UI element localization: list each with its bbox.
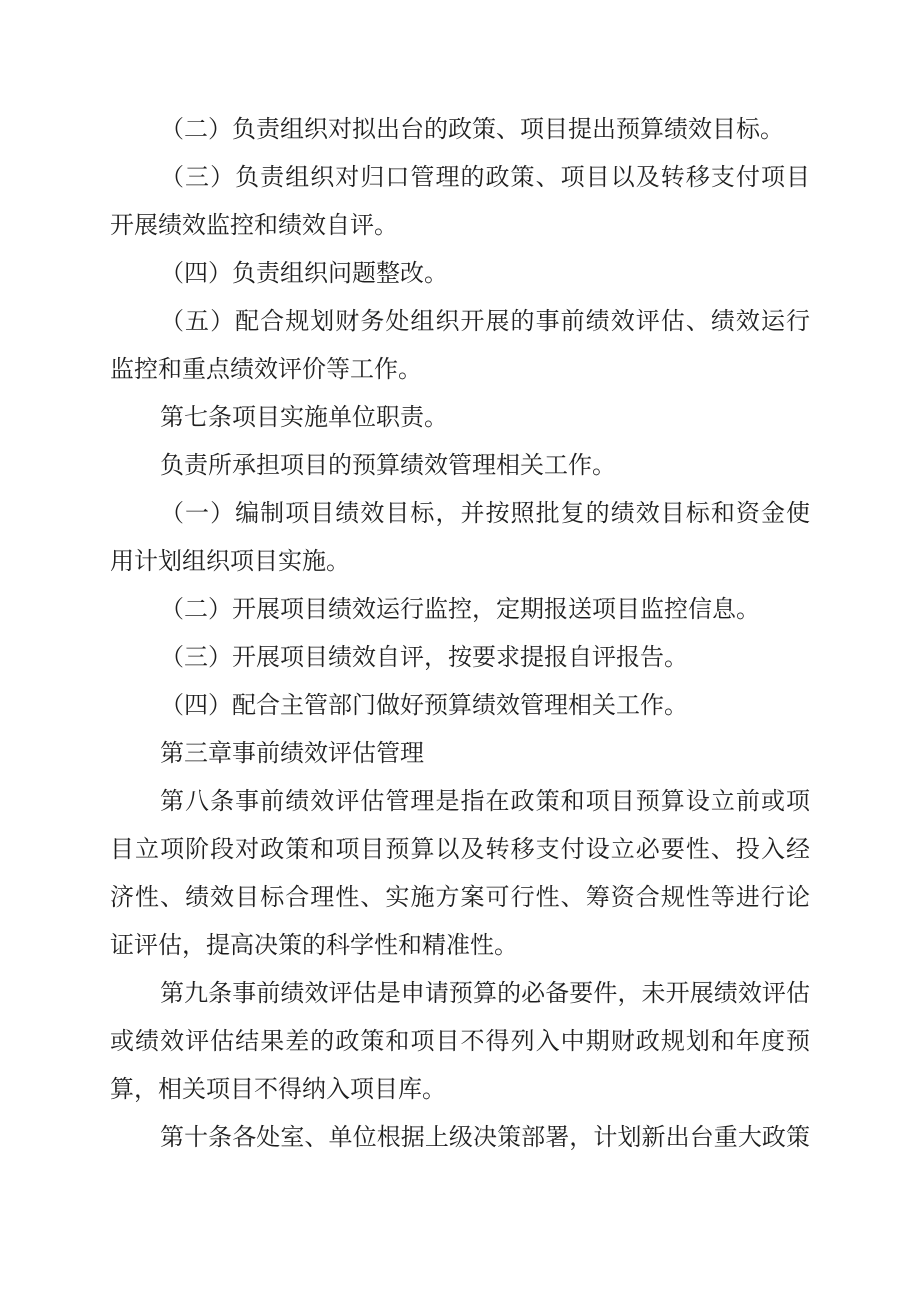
text-line: 算，相关项目不得纳入项目库。 <box>110 1077 446 1103</box>
text-line: （三）开展项目绩效自评，按要求提报自评报告。 <box>160 645 688 671</box>
text-line: 第九条事前绩效评估是申请预算的必备要件，未开展绩效评估 <box>160 981 810 1007</box>
text-line: （二）开展项目绩效运行监控，定期报送项目监控信息。 <box>160 597 760 623</box>
text-line: 第十条各处室、单位根据上级决策部署，计划新出台重大政策 <box>160 1125 810 1151</box>
text-line: （四）配合主管部门做好预算绩效管理相关工作。 <box>160 693 688 719</box>
text-line: 或绩效评估结果差的政策和项目不得列入中期财政规划和年度预 <box>110 1029 810 1055</box>
text-line: 负责所承担项目的预算绩效管理相关工作。 <box>160 453 616 479</box>
text-line: 第七条项目实施单位职责。 <box>160 405 448 431</box>
text-line: 开展绩效监控和绩效自评。 <box>110 213 398 239</box>
text-line: （四）负责组织问题整改。 <box>160 261 448 287</box>
text-line: （二）负责组织对拟出台的政策、项目提出预算绩效目标。 <box>160 117 784 143</box>
text-line: 第三章事前绩效评估管理 <box>160 741 424 767</box>
text-line: （五）配合规划财务处组织开展的事前绩效评估、绩效运行 <box>160 309 810 335</box>
document-body <box>110 106 810 1162</box>
text-line: 用计划组织项目实施。 <box>110 549 350 575</box>
text-line: 目立项阶段对政策和项目预算以及转移支付设立必要性、投入经 <box>110 837 810 863</box>
text-line: 第八条事前绩效评估管理是指在政策和项目预算设立前或项 <box>160 789 810 815</box>
text-line: （一）编制项目绩效目标，并按照批复的绩效目标和资金使 <box>160 501 810 527</box>
text-line: 济性、绩效目标合理性、实施方案可行性、筹资合规性等进行论 <box>110 885 810 911</box>
text-line: 监控和重点绩效评价等工作。 <box>110 357 422 383</box>
text-line: （三）负责组织对归口管理的政策、项目以及转移支付项目 <box>160 165 810 191</box>
text-line: 证评估，提高决策的科学性和精准性。 <box>110 933 518 959</box>
